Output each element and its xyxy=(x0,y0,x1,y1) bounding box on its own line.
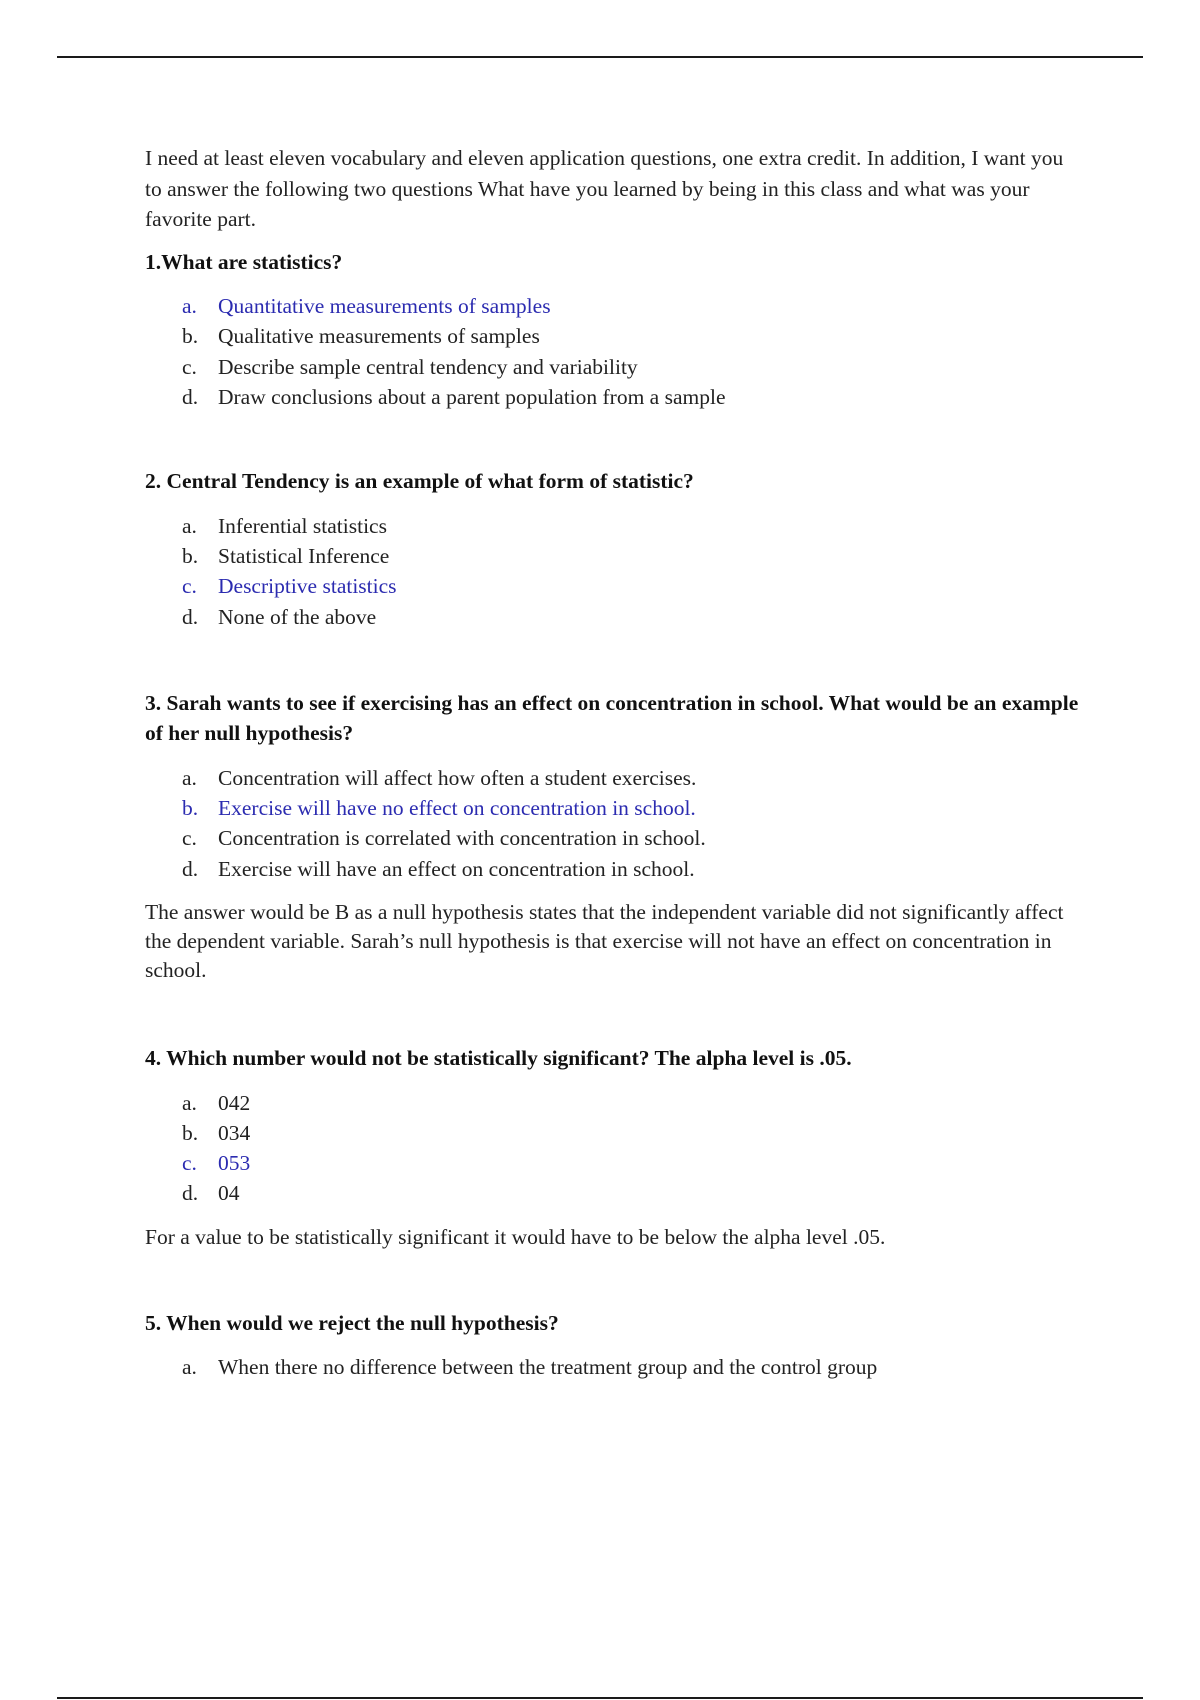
options-list xyxy=(145,291,1085,412)
option-c: c. Describe sample central tendency and variability xyxy=(182,354,638,379)
options-list xyxy=(145,1352,1085,1382)
option-c-answer: c. Descriptive statistics xyxy=(182,574,397,599)
option-b: b. 034 xyxy=(182,1120,251,1145)
option-a: a. When there no difference between the treatment group and the control group xyxy=(182,1355,878,1380)
question-2 xyxy=(145,466,1085,632)
option-d: d. Exercise will have an effect on concentration in school. xyxy=(182,856,695,881)
answer-explanation: The answer would be B as a null hypothesis states that the independent variable did not significantly affect the dependent variable. Sarah’s null hypothesis is that exercise will not have an effect on concentration in school. xyxy=(145,900,1064,983)
header-rule xyxy=(57,56,1143,58)
option-a: a. Inferential statistics xyxy=(182,513,387,538)
option-d: d. None of the above xyxy=(182,604,377,629)
question-heading: 5. When would we reject the null hypothesis? xyxy=(145,1310,559,1335)
option-d: d. Draw conclusions about a parent population from a sample xyxy=(182,384,726,409)
option-b: b. Qualitative measurements of samples xyxy=(182,324,540,349)
question-3 xyxy=(145,688,1085,985)
options-list xyxy=(145,511,1085,632)
options-list xyxy=(145,1088,1085,1209)
option-c-answer: c. 053 xyxy=(182,1151,251,1176)
question-heading: 3. Sarah wants to see if exercising has an effect on concentration in school. What would be an example of her null hypothesis? xyxy=(145,690,1079,746)
option-c: c. Concentration is correlated with concentration in school. xyxy=(182,826,706,851)
question-1 xyxy=(145,247,1085,413)
answer-explanation: For a value to be statistically significant it would have to be below the alpha level .05. xyxy=(145,1224,886,1249)
footer-rule xyxy=(57,1697,1143,1699)
option-a-answer: a. Quantitative measurements of samples xyxy=(182,294,551,318)
option-b: b. Statistical Inference xyxy=(182,543,390,568)
intro-paragraph: I need at least eleven vocabulary and eleven application questions, one extra credit. In addition, I want you to answer the following two questions What have you learned by being in this class and what was your favorite part. xyxy=(145,146,1064,231)
question-heading: 2. Central Tendency is an example of what form of statistic? xyxy=(145,469,694,494)
question-heading: 4. Which number would not be statistically significant? The alpha level is .05. xyxy=(145,1046,852,1071)
option-d: d. 04 xyxy=(182,1181,240,1206)
option-a: a. Concentration will affect how often a student exercises. xyxy=(182,765,697,790)
question-heading: 1.What are statistics? xyxy=(145,249,343,274)
document-body xyxy=(145,143,1085,1383)
option-a: a. 042 xyxy=(182,1090,251,1115)
question-5 xyxy=(145,1308,1085,1383)
options-list xyxy=(145,763,1085,884)
option-b-answer: b. Exercise will have no effect on concentration in school. xyxy=(182,796,696,821)
question-4 xyxy=(145,1043,1085,1252)
